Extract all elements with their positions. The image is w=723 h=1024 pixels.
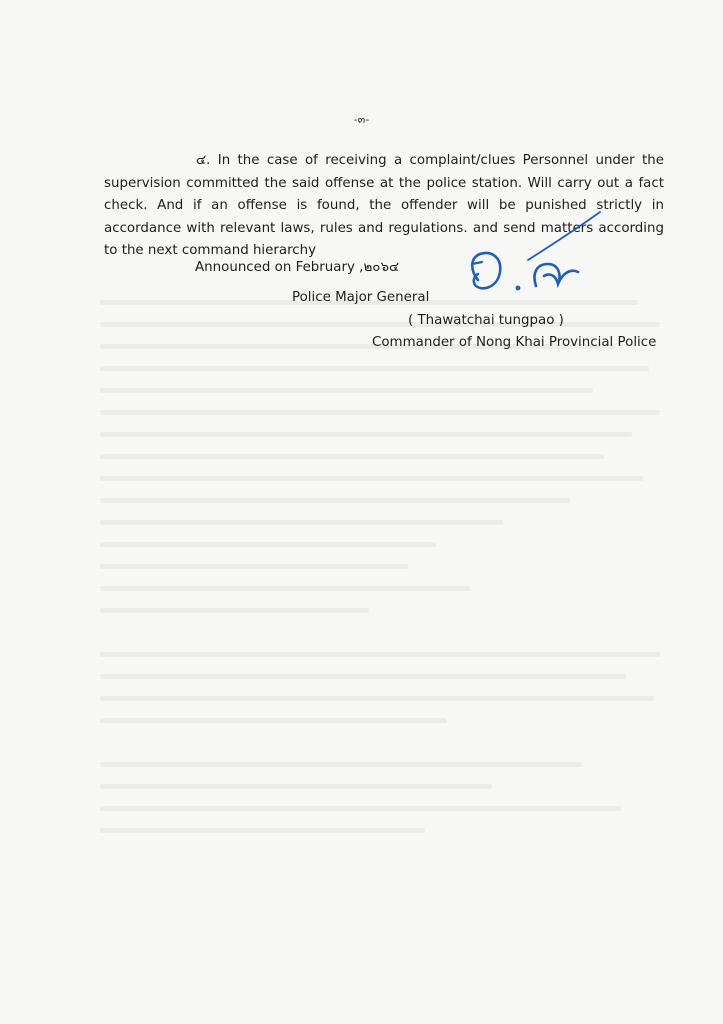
signatory-position: Commander of Nong Khai Provincial Police [372,335,657,350]
announcement-date: Announced on February ,๒๐๖๔ [195,260,400,275]
page-number: -๓- [353,113,370,126]
reverse-side-bleed-through [100,300,660,940]
signatory-name: ( Thawatchai tungpao ) [408,313,564,328]
handwritten-signature [420,210,610,310]
signatory-rank: Police Major General [292,290,430,305]
body-paragraph: ๔. In the case of receiving a complaint/clues Personnel under the supervision committed the said offense at the police station. Will carry out a fact check. And if an offense is found, the offender will be punished strictly in accordance with relevant laws, rules and regulations. and send matters according to the next command hierarchy [104,153,664,258]
